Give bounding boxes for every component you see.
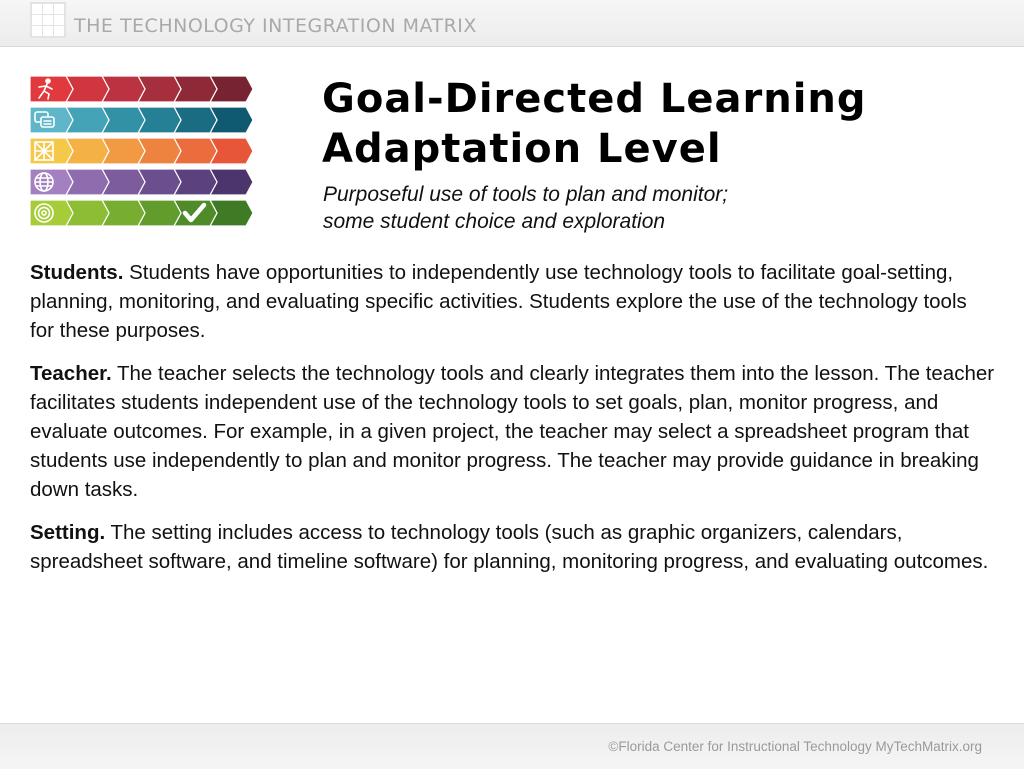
subtitle-line-1: Purposeful use of tools to plan and monitor; (323, 183, 729, 206)
setting-paragraph (30, 518, 995, 576)
tim-logo-icon (30, 2, 66, 38)
header-bar (0, 0, 1024, 47)
subtitle (323, 181, 1003, 235)
building-blocks-icon (35, 142, 53, 160)
teacher-text: The teacher selects the technology tools and clearly integrates them into the lesson. The teacher facilitates students independent use of the technology tools to set goals, plan, monitor progress, and evaluate outcomes. For example, in a given project, the teacher may select a spreadsheet program that students use independently to plan and monitor progress. The teacher may provide guidance in breaking down tasks. (30, 362, 995, 501)
footer-bar (0, 723, 1024, 769)
content-body (30, 258, 995, 590)
setting-label: Setting. (30, 521, 106, 544)
copyright-text: ©Florida Center for Instructional Technology MyTechMatrix.org (608, 739, 982, 754)
header-title: THE TECHNOLOGY INTEGRATION MATRIX (74, 15, 477, 37)
title-line-2: Adaptation Level (322, 126, 722, 172)
teacher-paragraph (30, 359, 995, 504)
title-line-1: Goal-Directed Learning (322, 76, 867, 122)
page-title (322, 74, 1002, 174)
teacher-label: Teacher. (30, 362, 112, 385)
subtitle-line-2: some student choice and exploration (323, 210, 666, 233)
matrix-grid (30, 76, 258, 230)
students-label: Students. (30, 261, 124, 284)
students-text: Students have opportunities to independently use technology tools to facilitate goal-setting, planning, monitoring, and evaluating specific activities. Students explore the use of the technology tools for these purposes. (30, 261, 967, 342)
setting-text: The setting includes access to technology tools (such as graphic organizers, calendars, spreadsheet software, and timeline software) for planning, monitoring progress, and evaluating outcomes. (30, 521, 989, 573)
students-paragraph (30, 258, 995, 345)
matrix-cell (30, 200, 73, 226)
